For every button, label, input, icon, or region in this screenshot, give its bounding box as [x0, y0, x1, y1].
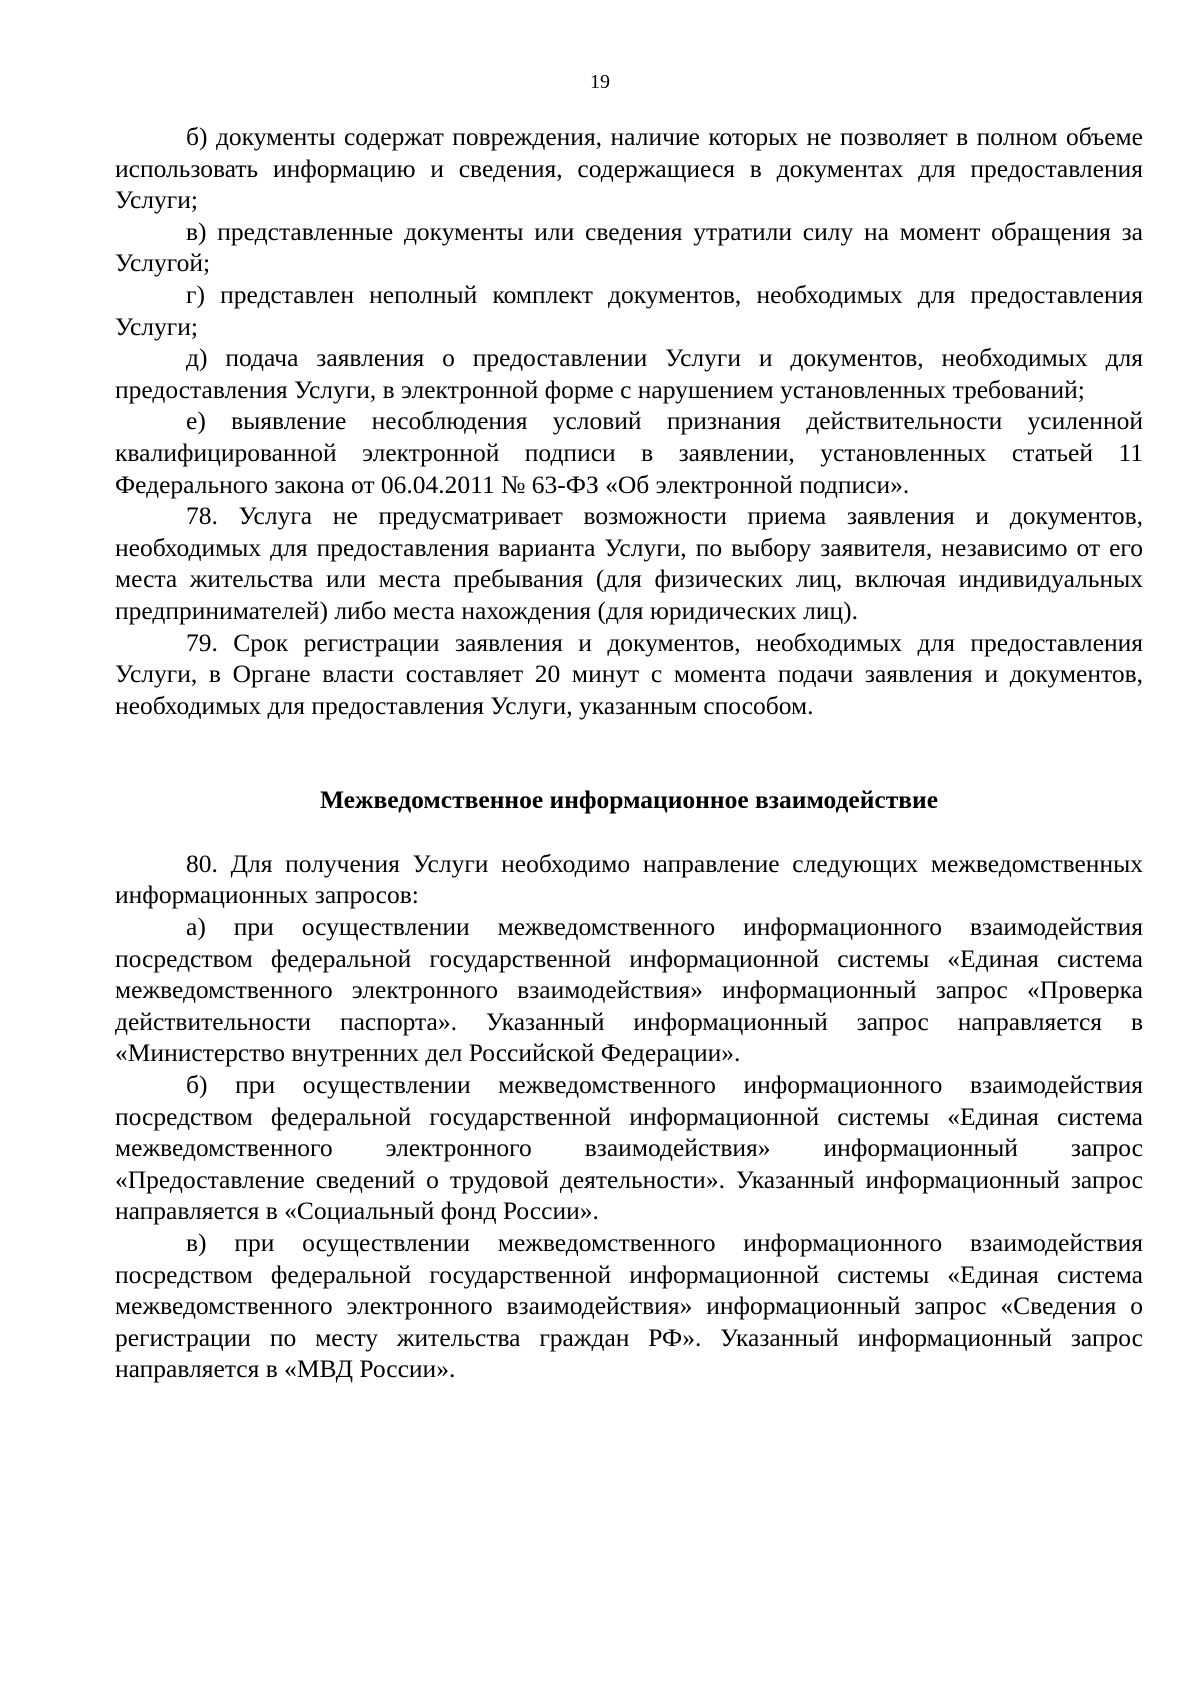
- paragraph-80-item-v: в) при осуществлении межведомственного информационного взаимодействия посредством федеральной государственной информационной системы «Единая система межведомственного электронного взаимодействия» информационный запрос «Сведения о регистрации по месту жительства граждан РФ». Указанный информационный запрос направляется в «МВД России».: [115, 1228, 1143, 1384]
- paragraph-80-item-a: а) при осуществлении межведомственного информационного взаимодействия посредством федеральной государственной информационной системы «Единая система межведомственного электронного взаимодействия» информационный запрос «Проверка действительности паспорта». Указанный информационный запрос направляется в «Министерство внутренних дел Российской Федерации».: [115, 912, 1143, 1068]
- paragraph-80: 80. Для получения Услуги необходимо направление следующих межведомственных информационных запросов:: [115, 848, 1143, 910]
- paragraph-item-b: б) документы содержат повреждения, наличие которых не позволяет в полном объеме использовать информацию и сведения, содержащиеся в документах для предоставления Услуги;: [115, 122, 1143, 215]
- document-body: [115, 121, 1143, 1385]
- page-number: 19: [590, 71, 610, 93]
- paragraph-79: 79. Срок регистрации заявления и документов, необходимых для предоставления Услуги, в Органе власти составляет 20 минут с момента подачи заявления и документов, необходимых для предоставления Услуги, указанным способом.: [115, 627, 1143, 720]
- paragraph-80-item-b: б) при осуществлении межведомственного информационного взаимодействия посредством федеральной государственной информационной системы «Единая система межведомственного электронного взаимодействия» информационный запрос «Предоставление сведений о трудовой деятельности». Указанный информационный запрос направляется в «Социальный фонд России».: [115, 1070, 1143, 1226]
- paragraph-78: 78. Услуга не предусматривает возможности приема заявления и документов, необходимых для предоставления варианта Услуги, по выбору заявителя, независимо от его места жительства или места пребывания (для физических лиц, включая индивидуальных предпринимателей) либо места нахождения (для юридических лиц).: [115, 501, 1143, 625]
- paragraph-item-d: д) подача заявления о предоставлении Услуги и документов, необходимых для предоставления Услуги, в электронной форме с нарушением установленных требований;: [115, 343, 1143, 404]
- paragraph-item-g: г) представлен неполный комплект документов, необходимых для предоставления Услуги;: [115, 279, 1143, 341]
- paragraph-item-e: е) выявление несоблюдения условий признания действительности усиленной квалифицированной электронной подписи в заявлении, установленных статьей 11 Федерального закона от 06.04.2011 № 63-ФЗ «Об электронной подписи».: [115, 406, 1143, 499]
- paragraph-item-v: в) представленные документы или сведения утратили силу на момент обращения за Услугой;: [115, 216, 1143, 278]
- section-heading: Межведомственное информационное взаимодействие: [319, 785, 939, 815]
